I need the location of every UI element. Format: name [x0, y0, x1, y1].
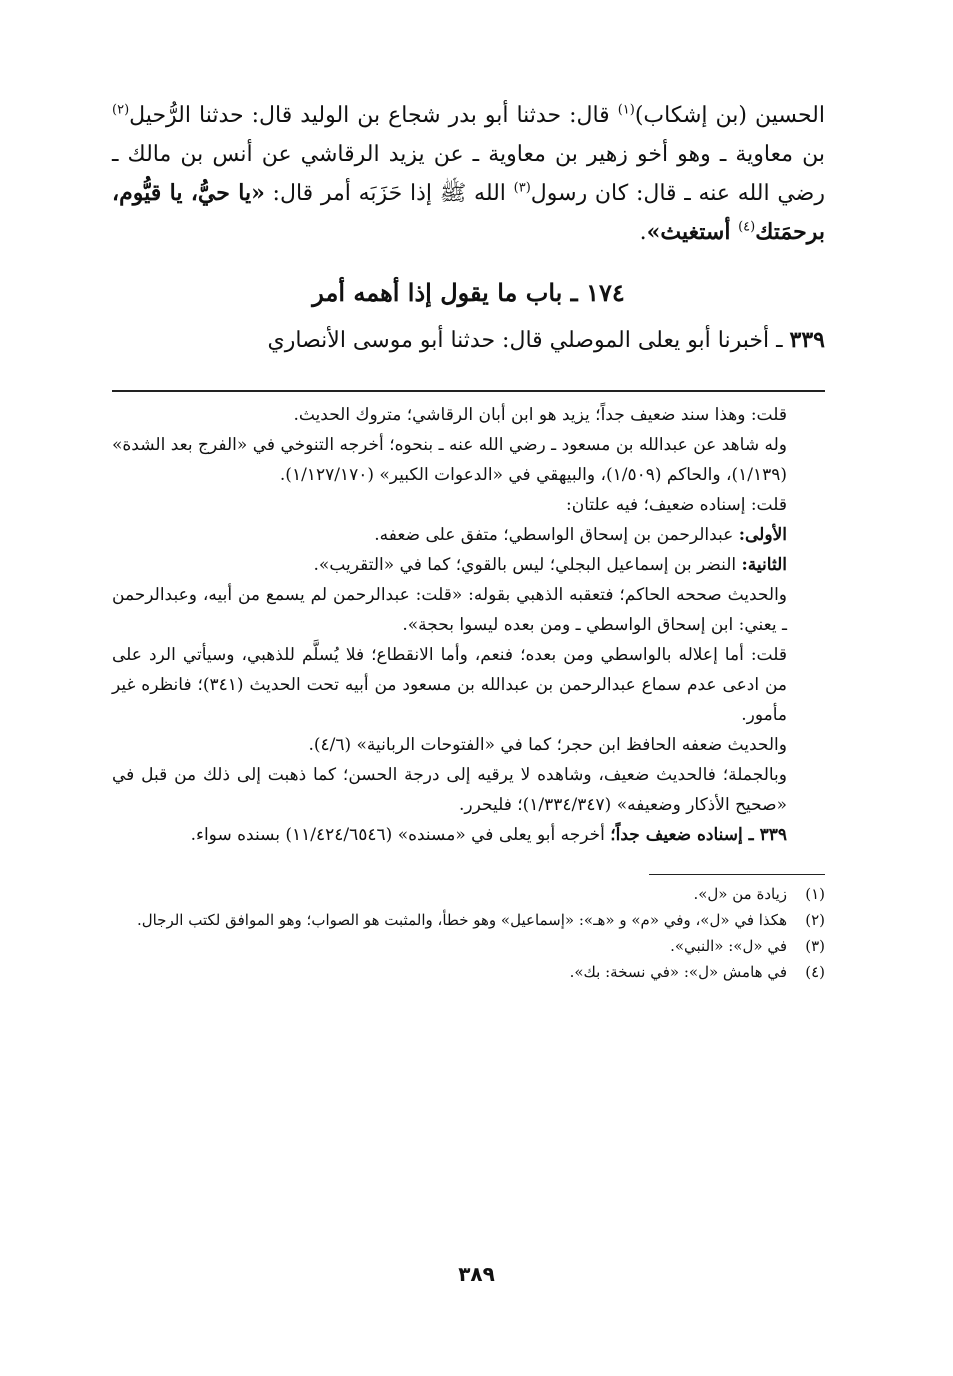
page-content	[112, 96, 825, 985]
footnote-number: (٤)	[805, 963, 825, 981]
footnote-text: هكذا في «ل»، وفي «م» و «هـ»: «إسماعيل» وهو خطأ، والمثبت هو الصواب؛ وهو الموافق لكتب الرجال.	[136, 911, 787, 929]
hadith-number: ٣٣٩	[789, 327, 825, 353]
footnote-text: زيادة من «ل».	[693, 885, 787, 903]
commentary-paragraph	[112, 580, 825, 640]
commentary-text: والحديث صححه الحاكم؛ فتعقبه الذهبي بقوله: «قلت: عبدالرحمن لم يسمع من أبيه، وعبدالرحمن ـ يعني: ابن إسحاق الواسطي ـ ومن بعده ليسوا بحجة».	[112, 585, 787, 635]
footnote-item	[112, 933, 825, 959]
hadith-text: ـ أخبرنا أبو يعلى الموصلي قال: حدثنا أبو موسى الأنصاري	[267, 328, 790, 353]
footnote-item	[112, 907, 825, 933]
chapter-title: ١٧٤ ـ باب ما يقول إذا أهمه أمر	[312, 278, 625, 307]
commentary-paragraph	[112, 490, 825, 520]
main-text	[112, 96, 825, 360]
footnote-divider	[649, 874, 825, 875]
footnote-item	[112, 881, 825, 907]
commentary-text: وبالجملة؛ فالحديث ضعيف، وشاهده لا يرقيه إلى درجة الحسن؛ كما ذهبت إلى ذلك من قبل في «صحيح الأذكار وضعيفه» (١/٣٣٤/٣٤٧)؛ فليحرر.	[112, 765, 787, 815]
bold-lead: ٣٣٩ ـ إسناده ضعيف جداً؛	[610, 825, 787, 845]
footnote-ref-1[interactable]: (١)	[617, 102, 635, 118]
commentary-paragraph	[112, 550, 825, 580]
footnote-number: (١)	[805, 885, 825, 903]
commentary-text: أخرجه أبو يعلى في «مسنده» (١١/٤٢٤/٦٥٤٦) بسنده سواء.	[190, 825, 611, 845]
commentary-paragraph	[112, 400, 825, 430]
text-run: الحسين (بن إشكاب)	[634, 103, 825, 128]
main-paragraph	[112, 96, 825, 252]
commentary-paragraph	[112, 430, 825, 490]
text-run: .	[639, 220, 647, 245]
footnote-ref-3[interactable]: (٣)	[513, 180, 531, 196]
footnote-ref-2[interactable]: (٢)	[112, 102, 130, 118]
commentary-text: قلت: أما إعلاله بالواسطي ومن بعده؛ فنعم، وأما الانقطاع؛ فلا يُسلَّم للذهبي، وسيأتي الرد على من ادعى عدم سماع عبدالرحمن بن عبدالله بن مسعود من أبيه تحت الحديث (٣٤١)؛ فانظره غير مأمور.	[112, 645, 788, 725]
commentary-paragraph	[112, 820, 825, 850]
bold-lead: الثانية:	[741, 555, 787, 575]
bold-lead: الأولى:	[738, 525, 787, 545]
text-run: الله ﷺ إذا حَزَبَه أمر قال:	[264, 181, 514, 206]
commentary-text: وله شاهد عن عبدالله بن مسعود ـ رضي الله عنه ـ بنحوه؛ أخرجه التنوخي في «الفرج بعد الشدة» (١/١٣٩)، والحاكم (١/٥٠٩)، والبيهقي في «الدعوات الكبير» (١/١٢٧/١٧٠).	[112, 435, 787, 485]
page-number: ٣٨٩	[458, 1262, 495, 1286]
commentary-paragraph	[112, 760, 825, 820]
commentary-divider	[112, 390, 825, 392]
commentary-text: والحديث ضعفه الحافظ ابن حجر؛ كما في «الفتوحات الربانية» (٤/٦).	[308, 735, 787, 755]
footnote-text: في «ل»: «النبي».	[670, 937, 787, 955]
text-run: بن معاوية ـ وهو أخو زهير بن معاوية ـ عن يزيد الرقاشي عن أنس بن مالك ـ رضي الله عنه ـ قال: كان رسول	[112, 142, 825, 206]
commentary-paragraph	[112, 520, 825, 550]
footnote-item	[112, 959, 825, 985]
commentary-text: قلت: إسناده ضعيف؛ فيه علتان:	[566, 495, 787, 515]
footnote-number: (٣)	[805, 937, 825, 955]
text-run: قال: حدثنا أبو بدر شجاع بن الوليد قال: حدثنا الرُّحيل	[129, 103, 618, 128]
footnotes	[112, 881, 825, 985]
footnote-ref-4[interactable]: (٤)	[738, 219, 756, 235]
footnote-number: (٢)	[805, 911, 825, 929]
commentary-text: النضر بن إسماعيل البجلي؛ ليس بالقوي؛ كما في «التقريب».	[313, 555, 742, 575]
dua-text: «يا حيُّ، يا قيُّوم، برحمَتك	[112, 180, 825, 245]
dua-text-end: أستغيث»	[646, 219, 739, 245]
commentary-paragraph	[112, 730, 825, 760]
commentary-paragraph	[112, 640, 825, 730]
commentary-notes	[112, 400, 825, 850]
commentary-text: عبدالرحمن بن إسحاق الواسطي؛ متفق على ضعفه.	[374, 525, 739, 545]
hadith-paragraph	[112, 321, 825, 360]
commentary-text: قلت: وهذا سند ضعيف جداً؛ يزيد هو ابن أبان الرقاشي؛ متروك الحديث.	[293, 405, 787, 425]
footnote-text: في هامش «ل»: «في نسخة: بك».	[569, 963, 787, 981]
